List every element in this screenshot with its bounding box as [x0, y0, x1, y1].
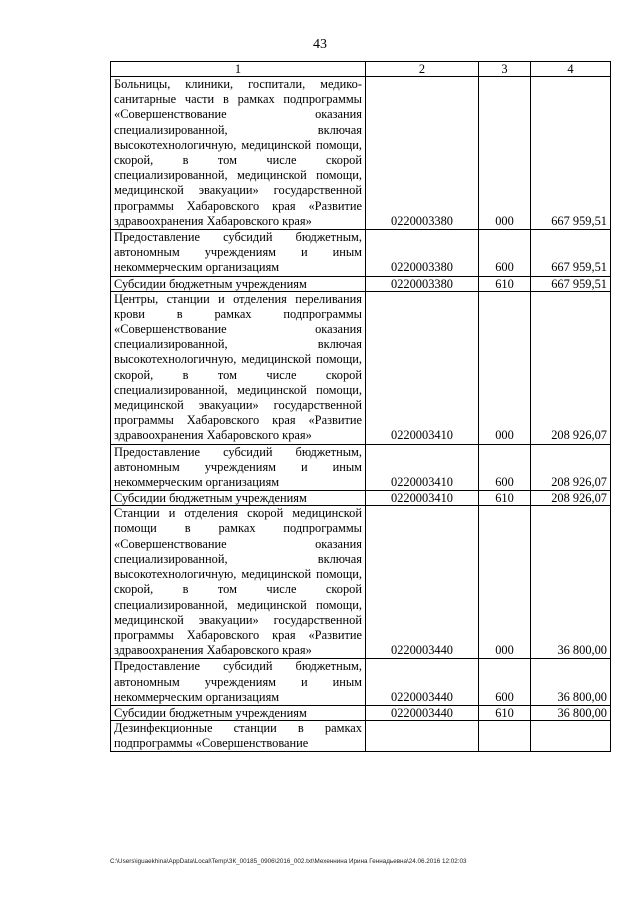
- row-sum: [531, 720, 611, 751]
- table-row: [111, 230, 611, 277]
- row-code: [366, 720, 479, 751]
- row-code: 0220003380: [366, 230, 479, 277]
- row-code: 0220003410: [366, 291, 479, 444]
- table-header-row: [111, 62, 611, 77]
- row-kind: 600: [479, 659, 531, 706]
- row-name: Дезинфекционные станции в рамках подпрограммы «Совершенствование: [111, 720, 366, 751]
- table-row: [111, 291, 611, 444]
- file-path-footer: C:\Users\iguaekhina\AppData\Local\Temp\ЗК_00185_0906\2016_002.txt\Мехеннина Ирина Геннадьевна\24.06.2016 12:02:03: [110, 858, 467, 865]
- row-sum: 36 800,00: [531, 659, 611, 706]
- table-row: [111, 444, 611, 491]
- row-sum: 36 800,00: [531, 705, 611, 720]
- row-sum: 667 959,51: [531, 230, 611, 277]
- row-code: 0220003440: [366, 705, 479, 720]
- row-code: 0220003410: [366, 444, 479, 491]
- row-name: Предоставление субсидий бюджетным, автономным учреждениям и иным некоммерческим организациям: [111, 230, 366, 277]
- table-row: [111, 705, 611, 720]
- header-cell-4: 4: [531, 62, 611, 77]
- row-kind: 000: [479, 506, 531, 659]
- budget-table: [110, 61, 611, 752]
- row-code: 0220003380: [366, 77, 479, 230]
- row-sum: 208 926,07: [531, 291, 611, 444]
- table-row: [111, 659, 611, 706]
- row-sum: 667 959,51: [531, 276, 611, 291]
- row-kind: [479, 720, 531, 751]
- table-row: [111, 77, 611, 230]
- row-name: Субсидии бюджетным учреждениям: [111, 276, 366, 291]
- row-name: Больницы, клиники, госпитали, медико-санитарные части в рамках подпрограммы «Совершенствование оказания специализированной, включая высокотехнологичную, медицинской помощи, скорой, в том числе скорой специализированной, медицинской помощи, медицинской эвакуации» государственной программы Хабаровского края «Развитие здравоохранения Хабаровского края»: [111, 77, 366, 230]
- page-number: 43: [313, 37, 327, 52]
- row-code: 0220003410: [366, 491, 479, 506]
- row-name: Предоставление субсидий бюджетным, автономным учреждениям и иным некоммерческим организациям: [111, 659, 366, 706]
- header-cell-2: 2: [366, 62, 479, 77]
- row-sum: 667 959,51: [531, 77, 611, 230]
- row-kind: 600: [479, 444, 531, 491]
- table-row: [111, 491, 611, 506]
- row-kind: 600: [479, 230, 531, 277]
- row-code: 0220003440: [366, 506, 479, 659]
- row-kind: 000: [479, 77, 531, 230]
- row-kind: 610: [479, 705, 531, 720]
- row-code: 0220003380: [366, 276, 479, 291]
- row-name: Предоставление субсидий бюджетным, автономным учреждениям и иным некоммерческим организациям: [111, 444, 366, 491]
- row-sum: 36 800,00: [531, 506, 611, 659]
- row-sum: 208 926,07: [531, 444, 611, 491]
- table-row: [111, 506, 611, 659]
- row-code: 0220003440: [366, 659, 479, 706]
- row-name: Субсидии бюджетным учреждениям: [111, 491, 366, 506]
- row-sum: 208 926,07: [531, 491, 611, 506]
- header-cell-3: 3: [479, 62, 531, 77]
- row-kind: 610: [479, 276, 531, 291]
- row-name: Субсидии бюджетным учреждениям: [111, 705, 366, 720]
- row-name: Центры, станции и отделения переливания крови в рамках подпрограммы «Совершенствование оказания специализированной, включая высокотехнологичную, медицинской помощи, скорой, в том числе скорой специализированной, медицинской помощи, медицинской эвакуации» государственной программы Хабаровского края «Развитие здравоохранения Хабаровского края»: [111, 291, 366, 444]
- row-kind: 610: [479, 491, 531, 506]
- table-row: [111, 276, 611, 291]
- header-cell-1: 1: [111, 62, 366, 77]
- table-row: [111, 720, 611, 751]
- row-kind: 000: [479, 291, 531, 444]
- row-name: Станции и отделения скорой медицинской помощи в рамках подпрограммы «Совершенствование оказания специализированной, включая высокотехнологичную, медицинской помощи, скорой, в том числе скорой специализированной, медицинской помощи, медицинской эвакуации» государственной программы Хабаровского края «Развитие здравоохранения Хабаровского края»: [111, 506, 366, 659]
